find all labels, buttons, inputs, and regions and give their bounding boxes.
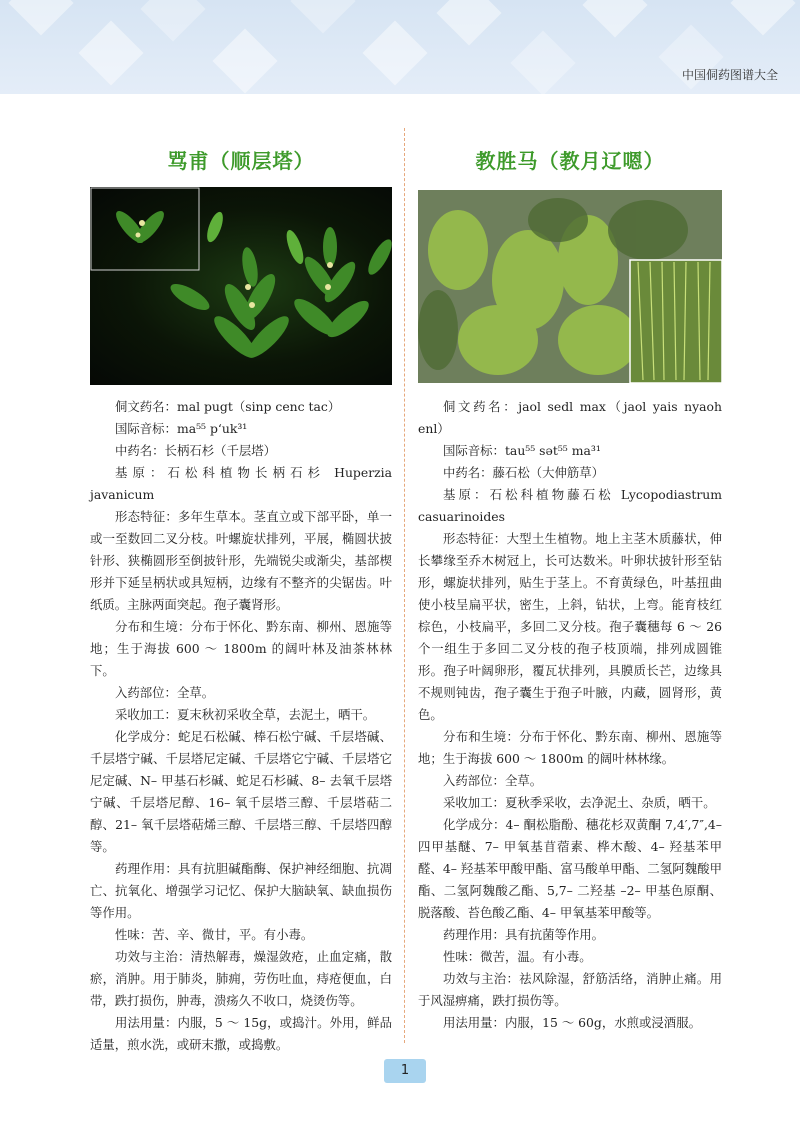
paragraph: 基原：石松科植物长柄石杉 Huperzia javanicum (90, 465, 392, 502)
paragraph: 入药部位：全草。 (115, 685, 215, 700)
paragraph: 侗文药名：jaol sedl max（jaol yais nyaoh enl） (418, 399, 722, 436)
decor-diamond (436, 0, 501, 46)
paragraph: 国际音标：ma⁵⁵ pʻuk³¹ (115, 421, 248, 436)
paragraph: 化学成分：4– 酮松脂酚、穗花杉双黄酮 7,4′,7″,4– 四甲基醚、7– 甲氧基苜蓿素、桦木酸、4– 羟基苯甲醛、4– 羟基苯甲酸甲酯、富马酸单甲酯、二氢阿魏酸甲酯、二氢阿魏酸乙酯、5,7– 二羟基 –2– 甲基色原酮、脱落酸、苔色酸乙酯、4– 甲氧基苯甲酸等。 (418, 817, 722, 920)
paragraph: 性味：苦、辛、微甘，平。有小毒。 (115, 927, 314, 942)
entry-title: 骂甫（顺层塔） (167, 149, 315, 173)
plant-illustration (90, 187, 392, 385)
paragraph: 国际音标：tau⁵⁵ sət⁵⁵ ma³¹ (443, 443, 601, 458)
paragraph: 功效与主治：祛风除湿，舒筋活络，消肿止痛。用于风湿痹痛，跌打损伤等。 (418, 971, 722, 1008)
decor-diamond (582, 0, 647, 38)
paragraph: 入药部位：全草。 (443, 773, 543, 788)
paragraph: 药理作用：具有抗菌等作用。 (443, 927, 605, 942)
decor-diamond (212, 28, 277, 93)
decor-diamond (78, 20, 143, 85)
decor-diamond (510, 30, 575, 94)
entry-body (418, 396, 722, 1034)
paragraph: 采收加工：夏秋季采收，去净泥土、杂质，晒干。 (443, 795, 716, 810)
paragraph: 药理作用：具有抗胆碱酯酶、保护神经细胞、抗凋亡、抗氧化、增强学习记忆、保护大脑缺氧、缺血损伤等作用。 (90, 861, 392, 920)
entry-body (90, 396, 392, 1056)
paragraph: 基原：石松科植物藤石松 Lycopodiastrum casuarinoides (418, 487, 722, 524)
plant-photo (90, 187, 392, 385)
entry-title: 教胜马（教月辽嗯） (475, 149, 665, 173)
decor-diamond (290, 0, 355, 34)
paragraph: 化学成分：蛇足石松碱、棒石松宁碱、千层塔碱、千层塔宁碱、千层塔尼定碱、千层塔它宁碱、千层塔它尼定碱、N– 甲基石杉碱、蛇足石杉碱、8– 去氧千层塔宁碱、千层塔尼醇、16– 氧千层塔三醇、千层塔萜二醇、21– 氧千层塔萜烯三醇、千层塔三醇、千层塔四醇等。 (90, 729, 392, 854)
page-number: 1 (384, 1059, 426, 1083)
paragraph: 分布和生境：分布于怀化、黔东南、柳州、恩施等地；生于海拔 600 ～ 1800m 的阔叶林及油茶林林下。 (90, 619, 392, 678)
decor-diamond (140, 0, 205, 42)
page-header (0, 0, 800, 94)
paragraph: 用法用量：内服，15 ～ 60g，水煎或浸酒服。 (443, 1015, 701, 1030)
paragraph: 分布和生境：分布于怀化、黔东南、柳州、恩施等地；生于海拔 600 ～ 1800m 的阔叶林林缘。 (418, 729, 722, 766)
paragraph: 用法用量：内服，5 ～ 15g，或捣汁。外用，鲜品适量，煎水洗，或研末撒，或捣敷。 (90, 1015, 392, 1052)
book-title: 中国侗药图谱大全 (681, 68, 778, 82)
paragraph: 侗文药名：mal pugt（sinp cenc tac） (115, 399, 341, 414)
decor-diamond (8, 0, 73, 36)
paragraph: 形态特征：大型土生植物。地上主茎木质藤状，伸长攀缘至乔木树冠上，长可达数米。叶卵状披针形至钻形，螺旋状排列，贴生于茎上。不育黄绿色，叶基扭曲使小枝呈扁平状，密生，上斜，钻状，上弯。能育枝红棕色，小枝扁平，多回二叉分枝。孢子囊穗每 6 ～ 26 个一组生于多回二叉分枝的孢子枝顶端，排列成圆锥形。孢子叶阔卵形，覆瓦状排列，具膜质长芒，边缘具不规则钝齿，孢子囊生于孢子叶腋，内藏，圆肾形，黄色。 (418, 531, 722, 722)
column-divider (404, 128, 405, 1043)
plant-photo (418, 190, 722, 383)
paragraph: 形态特征：多年生草本。茎直立或下部平卧，单一或一至数回二叉分枝。叶螺旋状排列，平展，椭圆状披针形、狭椭圆形至倒披针形，先端锐尖或渐尖，基部楔形并下延呈柄状或具短柄，边缘有不整齐的尖锯齿。叶纸质。主脉两面突起。孢子囊肾形。 (90, 509, 392, 612)
paragraph: 性味：微苦，温。有小毒。 (443, 949, 592, 964)
paragraph: 功效与主治：清热解毒，燥湿敛疮，止血定痛，散瘀，消肿。用于肺炎，肺痈，劳伤吐血，痔疮便血，白带，跌打损伤，肿毒，溃疡久不收口，烧烫伤等。 (90, 949, 392, 1008)
decor-diamond (362, 20, 427, 85)
paragraph: 中药名：长柄石杉（千层塔） (115, 443, 277, 458)
decor-diamond (730, 0, 795, 36)
paragraph: 采收加工：夏末秋初采收全草，去泥土，晒干。 (115, 707, 376, 722)
plant-illustration (418, 190, 722, 383)
paragraph: 中药名：藤石松（大伸筋草） (443, 465, 605, 480)
